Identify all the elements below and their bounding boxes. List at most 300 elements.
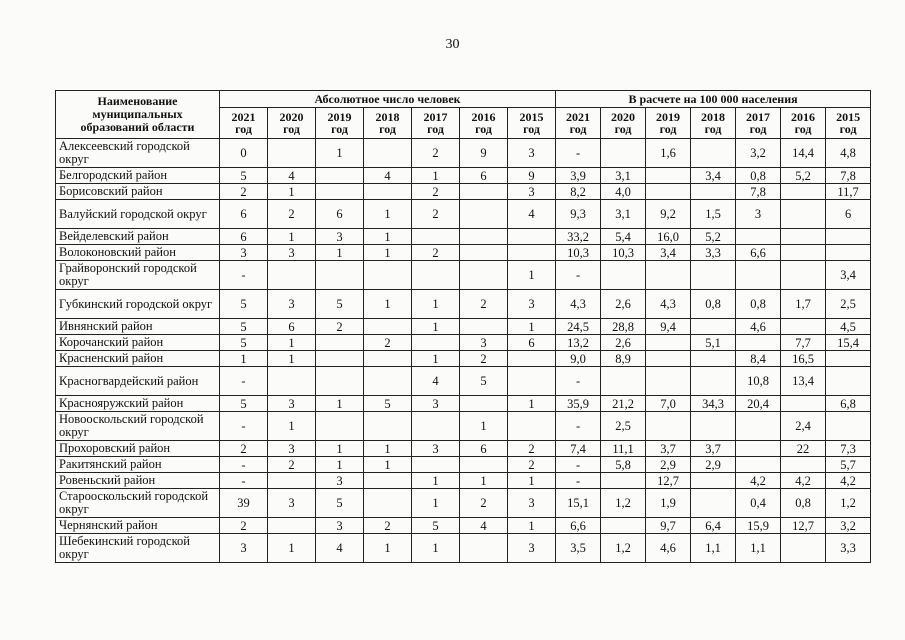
rate-per-100k-cell: 3,1 — [601, 168, 646, 184]
rate-per-100k-cell: 6,6 — [556, 518, 601, 534]
rate-per-100k-cell: 7,4 — [556, 441, 601, 457]
header-year-rate: 2017 год — [736, 108, 781, 139]
rate-per-100k-cell: 16,0 — [646, 229, 691, 245]
rate-per-100k-cell: 33,2 — [556, 229, 601, 245]
rate-per-100k-cell: 7,0 — [646, 396, 691, 412]
rate-per-100k-cell: 4,8 — [826, 139, 871, 168]
absolute-count-cell: 4 — [364, 168, 412, 184]
absolute-count-cell: 3 — [316, 229, 364, 245]
absolute-count-cell — [316, 367, 364, 396]
table-row — [56, 261, 871, 290]
rate-per-100k-cell — [691, 351, 736, 367]
absolute-count-cell: 1 — [508, 319, 556, 335]
absolute-count-cell: 1 — [316, 396, 364, 412]
absolute-count-cell: 1 — [364, 200, 412, 229]
rate-per-100k-cell: 5,8 — [601, 457, 646, 473]
rate-per-100k-cell: 10,8 — [736, 367, 781, 396]
absolute-count-cell: 2 — [364, 518, 412, 534]
municipality-name: Красногвардейский район — [56, 367, 220, 396]
absolute-count-cell: 2 — [412, 184, 460, 200]
rate-per-100k-cell: 7,7 — [781, 335, 826, 351]
absolute-count-cell: 1 — [412, 473, 460, 489]
absolute-count-cell: 39 — [220, 489, 268, 518]
absolute-count-cell: 1 — [268, 229, 316, 245]
absolute-count-cell: 4 — [508, 200, 556, 229]
rate-per-100k-cell — [781, 200, 826, 229]
rate-per-100k-cell — [646, 261, 691, 290]
absolute-count-cell: 5 — [364, 396, 412, 412]
absolute-count-cell: 5 — [220, 290, 268, 319]
rate-per-100k-cell: 3,3 — [691, 245, 736, 261]
absolute-count-cell: 5 — [220, 168, 268, 184]
statistics-table — [55, 90, 871, 563]
header-year-rate: 2015 год — [826, 108, 871, 139]
rate-per-100k-cell — [736, 261, 781, 290]
absolute-count-cell — [460, 245, 508, 261]
header-group-absolute: Абсолютное число человек — [220, 91, 556, 108]
absolute-count-cell: 1 — [412, 290, 460, 319]
rate-per-100k-cell: - — [556, 412, 601, 441]
table-row — [56, 489, 871, 518]
absolute-count-cell — [364, 351, 412, 367]
absolute-count-cell — [364, 412, 412, 441]
rate-per-100k-cell: 3,2 — [826, 518, 871, 534]
absolute-count-cell — [364, 473, 412, 489]
rate-per-100k-cell: 3,1 — [601, 200, 646, 229]
absolute-count-cell: 1 — [364, 457, 412, 473]
absolute-count-cell: 1 — [412, 534, 460, 563]
rate-per-100k-cell: 3,4 — [826, 261, 871, 290]
absolute-count-cell: 3 — [220, 534, 268, 563]
rate-per-100k-cell: 8,4 — [736, 351, 781, 367]
absolute-count-cell: - — [220, 261, 268, 290]
header-year-abs: 2018 год — [364, 108, 412, 139]
rate-per-100k-cell: 7,8 — [826, 168, 871, 184]
rate-per-100k-cell — [781, 396, 826, 412]
rate-per-100k-cell — [826, 367, 871, 396]
rate-per-100k-cell: 1,7 — [781, 290, 826, 319]
rate-per-100k-cell: 35,9 — [556, 396, 601, 412]
rate-per-100k-cell: 7,8 — [736, 184, 781, 200]
municipality-name: Прохоровский район — [56, 441, 220, 457]
absolute-count-cell: 2 — [412, 139, 460, 168]
absolute-count-cell: 6 — [220, 200, 268, 229]
table-row — [56, 534, 871, 563]
absolute-count-cell: 2 — [316, 319, 364, 335]
absolute-count-cell — [460, 184, 508, 200]
rate-per-100k-cell: 3,2 — [736, 139, 781, 168]
rate-per-100k-cell: 5,2 — [691, 229, 736, 245]
rate-per-100k-cell — [601, 473, 646, 489]
municipality-name: Ивнянский район — [56, 319, 220, 335]
absolute-count-cell — [316, 335, 364, 351]
municipality-name: Ровеньский район — [56, 473, 220, 489]
absolute-count-cell: 1 — [316, 457, 364, 473]
rate-per-100k-cell — [646, 351, 691, 367]
rate-per-100k-cell — [736, 412, 781, 441]
rate-per-100k-cell — [646, 168, 691, 184]
municipality-name: Краснояружский район — [56, 396, 220, 412]
absolute-count-cell: 1 — [364, 534, 412, 563]
rate-per-100k-cell: 9,3 — [556, 200, 601, 229]
rate-per-100k-cell: 15,4 — [826, 335, 871, 351]
header-year-abs: 2017 год — [412, 108, 460, 139]
absolute-count-cell: 3 — [508, 184, 556, 200]
rate-per-100k-cell: 22 — [781, 441, 826, 457]
rate-per-100k-cell: 24,5 — [556, 319, 601, 335]
absolute-count-cell — [460, 319, 508, 335]
absolute-count-cell — [508, 229, 556, 245]
absolute-count-cell: 5 — [220, 396, 268, 412]
municipality-name: Ракитянский район — [56, 457, 220, 473]
rate-per-100k-cell: 11,7 — [826, 184, 871, 200]
rate-per-100k-cell: 3,7 — [691, 441, 736, 457]
absolute-count-cell: 3 — [508, 489, 556, 518]
absolute-count-cell: 3 — [268, 290, 316, 319]
absolute-count-cell: 3 — [508, 534, 556, 563]
rate-per-100k-cell — [691, 139, 736, 168]
absolute-count-cell: 9 — [508, 168, 556, 184]
absolute-count-cell: 1 — [220, 351, 268, 367]
absolute-count-cell: 3 — [316, 518, 364, 534]
absolute-count-cell — [508, 367, 556, 396]
rate-per-100k-cell: 4,5 — [826, 319, 871, 335]
absolute-count-cell: 2 — [412, 245, 460, 261]
rate-per-100k-cell: 15,1 — [556, 489, 601, 518]
header-year-rate: 2019 год — [646, 108, 691, 139]
absolute-count-cell: - — [220, 367, 268, 396]
municipality-name: Корочанский район — [56, 335, 220, 351]
absolute-count-cell — [316, 261, 364, 290]
absolute-count-cell — [316, 168, 364, 184]
table-row — [56, 319, 871, 335]
rate-per-100k-cell — [646, 184, 691, 200]
absolute-count-cell: 9 — [460, 139, 508, 168]
rate-per-100k-cell — [736, 441, 781, 457]
absolute-count-cell: 5 — [412, 518, 460, 534]
absolute-count-cell: 3 — [508, 290, 556, 319]
rate-per-100k-cell: 2,6 — [601, 290, 646, 319]
rate-per-100k-cell: 12,7 — [781, 518, 826, 534]
rate-per-100k-cell — [601, 261, 646, 290]
table-header — [56, 91, 871, 139]
rate-per-100k-cell — [601, 367, 646, 396]
absolute-count-cell: 1 — [508, 473, 556, 489]
absolute-count-cell — [412, 412, 460, 441]
absolute-count-cell — [412, 229, 460, 245]
absolute-count-cell: 2 — [460, 489, 508, 518]
municipality-name: Старооскольский городской округ — [56, 489, 220, 518]
rate-per-100k-cell — [646, 335, 691, 351]
rate-per-100k-cell: 13,4 — [781, 367, 826, 396]
rate-per-100k-cell — [781, 457, 826, 473]
table-row — [56, 367, 871, 396]
rate-per-100k-cell — [781, 534, 826, 563]
rate-per-100k-cell: - — [556, 139, 601, 168]
absolute-count-cell — [268, 367, 316, 396]
municipality-name: Валуйский городской округ — [56, 200, 220, 229]
rate-per-100k-cell: 1,2 — [826, 489, 871, 518]
table-row — [56, 290, 871, 319]
table-row — [56, 396, 871, 412]
rate-per-100k-cell: 3,4 — [646, 245, 691, 261]
absolute-count-cell: 1 — [316, 441, 364, 457]
rate-per-100k-cell: 1,1 — [691, 534, 736, 563]
rate-per-100k-cell: 8,2 — [556, 184, 601, 200]
header-year-rate: 2018 год — [691, 108, 736, 139]
absolute-count-cell: 6 — [460, 168, 508, 184]
municipality-name: Алексеевский городской округ — [56, 139, 220, 168]
rate-per-100k-cell: 9,2 — [646, 200, 691, 229]
absolute-count-cell: 2 — [268, 457, 316, 473]
rate-per-100k-cell: 1,5 — [691, 200, 736, 229]
absolute-count-cell — [460, 534, 508, 563]
rate-per-100k-cell: - — [556, 367, 601, 396]
header-year-abs: 2021 год — [220, 108, 268, 139]
absolute-count-cell: 3 — [268, 441, 316, 457]
absolute-count-cell: 1 — [316, 139, 364, 168]
rate-per-100k-cell — [781, 229, 826, 245]
rate-per-100k-cell — [781, 245, 826, 261]
rate-per-100k-cell: 9,4 — [646, 319, 691, 335]
absolute-count-cell: 1 — [460, 473, 508, 489]
rate-per-100k-cell — [781, 319, 826, 335]
rate-per-100k-cell: 4,2 — [736, 473, 781, 489]
rate-per-100k-cell: 4,2 — [826, 473, 871, 489]
rate-per-100k-cell: 21,2 — [601, 396, 646, 412]
absolute-count-cell — [268, 473, 316, 489]
rate-per-100k-cell: 2,9 — [646, 457, 691, 473]
rate-per-100k-cell — [691, 412, 736, 441]
rate-per-100k-cell: 20,4 — [736, 396, 781, 412]
municipality-name: Губкинский городской округ — [56, 290, 220, 319]
absolute-count-cell: 3 — [460, 335, 508, 351]
absolute-count-cell — [460, 200, 508, 229]
rate-per-100k-cell: 8,9 — [601, 351, 646, 367]
absolute-count-cell: 6 — [268, 319, 316, 335]
absolute-count-cell: 4 — [412, 367, 460, 396]
table-row — [56, 335, 871, 351]
absolute-count-cell: - — [220, 412, 268, 441]
rate-per-100k-cell: 2,5 — [601, 412, 646, 441]
absolute-count-cell: 3 — [508, 139, 556, 168]
absolute-count-cell: 1 — [268, 335, 316, 351]
absolute-count-cell: 3 — [268, 489, 316, 518]
rate-per-100k-cell — [691, 261, 736, 290]
absolute-count-cell — [316, 412, 364, 441]
rate-per-100k-cell: 10,3 — [556, 245, 601, 261]
absolute-count-cell — [268, 139, 316, 168]
header-year-rate: 2020 год — [601, 108, 646, 139]
rate-per-100k-cell — [601, 518, 646, 534]
rate-per-100k-cell: 6 — [826, 200, 871, 229]
rate-per-100k-cell: 4,3 — [556, 290, 601, 319]
absolute-count-cell — [460, 261, 508, 290]
table-row — [56, 412, 871, 441]
rate-per-100k-cell — [691, 367, 736, 396]
rate-per-100k-cell: 3,9 — [556, 168, 601, 184]
rate-per-100k-cell: 34,3 — [691, 396, 736, 412]
rate-per-100k-cell: 0,8 — [736, 168, 781, 184]
rate-per-100k-cell — [781, 184, 826, 200]
page-number: 30 — [445, 37, 460, 52]
absolute-count-cell — [412, 261, 460, 290]
table-row — [56, 441, 871, 457]
municipality-name: Красненский район — [56, 351, 220, 367]
rate-per-100k-cell: 12,7 — [646, 473, 691, 489]
absolute-count-cell: 2 — [220, 184, 268, 200]
table-body — [56, 139, 871, 563]
rate-per-100k-cell: 4,6 — [646, 534, 691, 563]
rate-per-100k-cell: 2,5 — [826, 290, 871, 319]
rate-per-100k-cell: 6,8 — [826, 396, 871, 412]
table-row — [56, 168, 871, 184]
header-year-abs: 2019 год — [316, 108, 364, 139]
absolute-count-cell: 2 — [460, 290, 508, 319]
rate-per-100k-cell: 4,2 — [781, 473, 826, 489]
rate-per-100k-cell — [691, 489, 736, 518]
rate-per-100k-cell — [691, 184, 736, 200]
rate-per-100k-cell: 5,7 — [826, 457, 871, 473]
absolute-count-cell: 2 — [412, 200, 460, 229]
absolute-count-cell — [460, 396, 508, 412]
absolute-count-cell: 2 — [460, 351, 508, 367]
rate-per-100k-cell: 1,6 — [646, 139, 691, 168]
rate-per-100k-cell: 14,4 — [781, 139, 826, 168]
absolute-count-cell: 1 — [364, 441, 412, 457]
municipality-name: Вейделевский район — [56, 229, 220, 245]
absolute-count-cell: 1 — [412, 351, 460, 367]
absolute-count-cell: 3 — [412, 441, 460, 457]
rate-per-100k-cell: 2,9 — [691, 457, 736, 473]
absolute-count-cell: 1 — [364, 229, 412, 245]
rate-per-100k-cell — [736, 457, 781, 473]
municipality-name: Грайворонский городской округ — [56, 261, 220, 290]
absolute-count-cell: 2 — [268, 200, 316, 229]
rate-per-100k-cell — [826, 229, 871, 245]
rate-per-100k-cell: 3,7 — [646, 441, 691, 457]
absolute-count-cell: 4 — [460, 518, 508, 534]
municipality-name: Чернянский район — [56, 518, 220, 534]
table-row — [56, 518, 871, 534]
absolute-count-cell — [268, 518, 316, 534]
table-row — [56, 351, 871, 367]
absolute-count-cell: 5 — [220, 319, 268, 335]
rate-per-100k-cell — [826, 245, 871, 261]
municipality-name: Новооскольский городской округ — [56, 412, 220, 441]
municipality-name: Борисовский район — [56, 184, 220, 200]
rate-per-100k-cell — [646, 367, 691, 396]
absolute-count-cell: - — [220, 457, 268, 473]
absolute-count-cell — [364, 367, 412, 396]
rate-per-100k-cell: 4,3 — [646, 290, 691, 319]
rate-per-100k-cell: 5,4 — [601, 229, 646, 245]
rate-per-100k-cell: 11,1 — [601, 441, 646, 457]
absolute-count-cell: 4 — [316, 534, 364, 563]
absolute-count-cell: 1 — [268, 412, 316, 441]
absolute-count-cell: 1 — [508, 518, 556, 534]
absolute-count-cell: 5 — [316, 489, 364, 518]
rate-per-100k-cell: - — [556, 261, 601, 290]
absolute-count-cell: 1 — [508, 261, 556, 290]
absolute-count-cell: 1 — [268, 534, 316, 563]
rate-per-100k-cell: 9,7 — [646, 518, 691, 534]
rate-per-100k-cell: 5,2 — [781, 168, 826, 184]
absolute-count-cell — [316, 351, 364, 367]
rate-per-100k-cell: 0,8 — [781, 489, 826, 518]
rate-per-100k-cell — [736, 229, 781, 245]
rate-per-100k-cell: 13,2 — [556, 335, 601, 351]
absolute-count-cell: 4 — [268, 168, 316, 184]
absolute-count-cell — [364, 184, 412, 200]
absolute-count-cell: 1 — [364, 245, 412, 261]
rate-per-100k-cell: 6,4 — [691, 518, 736, 534]
rate-per-100k-cell — [826, 412, 871, 441]
absolute-count-cell: 6 — [316, 200, 364, 229]
rate-per-100k-cell — [691, 473, 736, 489]
absolute-count-cell: 6 — [220, 229, 268, 245]
absolute-count-cell — [268, 261, 316, 290]
table-row — [56, 200, 871, 229]
absolute-count-cell — [316, 184, 364, 200]
absolute-count-cell — [460, 457, 508, 473]
rate-per-100k-cell — [781, 261, 826, 290]
rate-per-100k-cell: 3,3 — [826, 534, 871, 563]
rate-per-100k-cell: 0,8 — [736, 290, 781, 319]
absolute-count-cell: 2 — [364, 335, 412, 351]
absolute-count-cell: 1 — [508, 396, 556, 412]
table-row — [56, 457, 871, 473]
header-year-abs: 2015 год — [508, 108, 556, 139]
rate-per-100k-cell — [691, 319, 736, 335]
absolute-count-cell — [412, 335, 460, 351]
rate-per-100k-cell: 0,8 — [691, 290, 736, 319]
header-year-rate: 2021 год — [556, 108, 601, 139]
rate-per-100k-cell: 1,2 — [601, 534, 646, 563]
rate-per-100k-cell: 4,0 — [601, 184, 646, 200]
absolute-count-cell: 3 — [268, 245, 316, 261]
rate-per-100k-cell: 9,0 — [556, 351, 601, 367]
absolute-count-cell: 3 — [316, 473, 364, 489]
municipality-name: Волоконовский район — [56, 245, 220, 261]
absolute-count-cell: 6 — [460, 441, 508, 457]
absolute-count-cell: 2 — [220, 441, 268, 457]
absolute-count-cell: 3 — [412, 396, 460, 412]
absolute-count-cell: 5 — [460, 367, 508, 396]
rate-per-100k-cell: 5,1 — [691, 335, 736, 351]
absolute-count-cell: 1 — [364, 290, 412, 319]
absolute-count-cell: 1 — [316, 245, 364, 261]
absolute-count-cell — [460, 229, 508, 245]
rate-per-100k-cell — [646, 412, 691, 441]
rate-per-100k-cell: 1,1 — [736, 534, 781, 563]
absolute-count-cell: 1 — [412, 319, 460, 335]
rate-per-100k-cell: 2,4 — [781, 412, 826, 441]
absolute-count-cell: 1 — [268, 351, 316, 367]
rate-per-100k-cell: - — [556, 473, 601, 489]
absolute-count-cell: 6 — [508, 335, 556, 351]
absolute-count-cell: 3 — [268, 396, 316, 412]
rate-per-100k-cell: 3 — [736, 200, 781, 229]
rate-per-100k-cell: 6,6 — [736, 245, 781, 261]
absolute-count-cell: 2 — [508, 441, 556, 457]
rate-per-100k-cell: 1,9 — [646, 489, 691, 518]
municipality-name: Белгородский район — [56, 168, 220, 184]
absolute-count-cell: 1 — [412, 489, 460, 518]
table-row — [56, 473, 871, 489]
absolute-count-cell: 3 — [220, 245, 268, 261]
absolute-count-cell: 5 — [316, 290, 364, 319]
